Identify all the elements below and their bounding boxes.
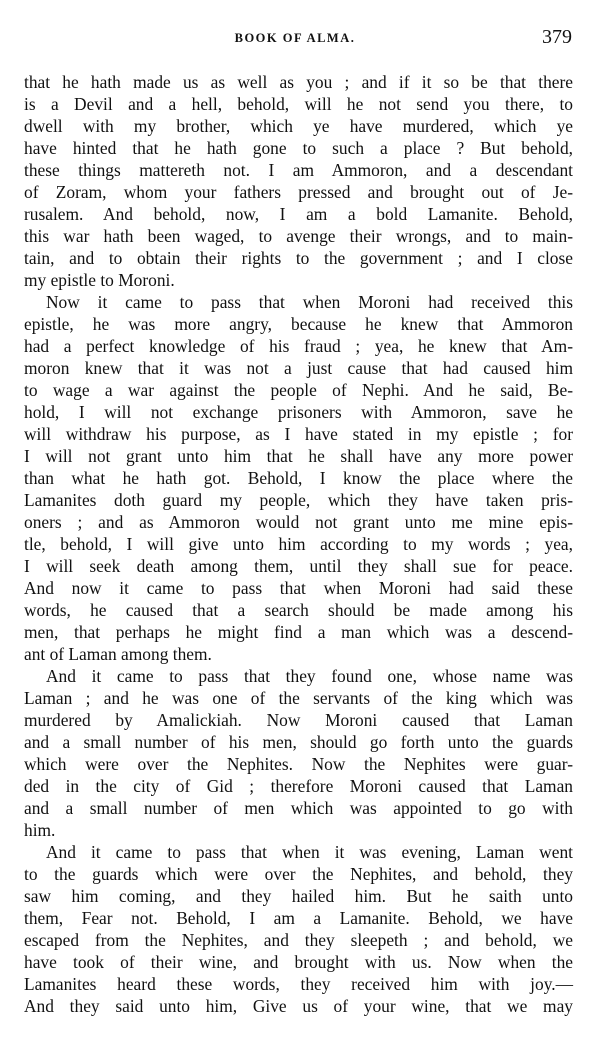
text-line: to wage a war against the people of Nephi. And he said, Be-	[24, 380, 573, 400]
text-line: than what he hath got. Behold, I know the place where the	[24, 468, 573, 488]
text-line: Lamanites doth guard my people, which they have taken pris-	[24, 490, 573, 510]
text-line: ded in the city of Gid ; therefore Moroni caused that Laman	[24, 776, 573, 796]
text-line: tain, and to obtain their rights to the government ; and I close	[24, 248, 573, 268]
text-line: And it came to pass that when it was evening, Laman went	[46, 842, 573, 862]
running-header	[0, 31, 600, 46]
text-line: him.	[24, 820, 56, 840]
text-line: hold, I will not exchange prisoners with Ammoron, save he	[24, 402, 573, 422]
text-line: saw him coming, and they hailed him. But he saith unto	[24, 886, 573, 906]
text-line: and a small number of his men, should go forth unto the guards	[24, 732, 573, 752]
paragraph	[24, 841, 573, 1017]
paragraph	[24, 665, 573, 841]
text-line: to the guards which were over the Nephites, and behold, they	[24, 864, 573, 884]
text-line: dwell with my brother, which ye have murdered, which ye	[24, 116, 573, 136]
text-line: which were over the Nephites. Now the Nephites were guar-	[24, 754, 573, 774]
text-line: And it came to pass that they found one, whose name was	[46, 666, 573, 686]
page-number: 379	[542, 26, 572, 48]
page-body	[24, 71, 573, 1017]
text-line: is a Devil and a hell, behold, will he not send you there, to	[24, 94, 573, 114]
text-line: and a small number of men which was appointed to go with	[24, 798, 573, 818]
text-line: words, he caused that a search should be made among his	[24, 600, 573, 620]
text-line: Laman ; and he was one of the servants of the king which was	[24, 688, 573, 708]
text-line: have took of their wine, and brought with us. Now when the	[24, 952, 573, 972]
text-line: I will seek death among them, until they shall sue for peace.	[24, 556, 573, 576]
text-line: rusalem. And behold, now, I am a bold Lamanite. Behold,	[24, 204, 573, 224]
text-line: Now it came to pass that when Moroni had received this	[46, 292, 573, 312]
header-title: BOOK OF ALMA.	[234, 31, 356, 45]
text-line: tle, behold, I will give unto him according to my words ; yea,	[24, 534, 573, 554]
text-line: Lamanites heard these words, they received him with joy.—	[24, 974, 573, 994]
text-line: ant of Laman among them.	[24, 644, 212, 664]
text-line: that he hath made us as well as you ; and if it so be that there	[24, 72, 573, 92]
text-line: this war hath been waged, to avenge their wrongs, and to main-	[24, 226, 573, 246]
text-line: And they said unto him, Give us of your wine, that we may	[24, 996, 573, 1016]
text-line: escaped from the Nephites, and they sleepeth ; and behold, we	[24, 930, 573, 950]
text-line: have hinted that he hath gone to such a place ? But behold,	[24, 138, 573, 158]
text-line: And now it came to pass that when Moroni had said these	[24, 578, 573, 598]
text-line: these things mattereth not. I am Ammoron, and a descendant	[24, 160, 573, 180]
text-line: murdered by Amalickiah. Now Moroni caused that Laman	[24, 710, 573, 730]
text-line: epistle, he was more angry, because he knew that Ammoron	[24, 314, 573, 334]
text-line: had a perfect knowledge of his fraud ; yea, he knew that Am-	[24, 336, 573, 356]
paragraph	[24, 71, 573, 291]
text-line: my epistle to Moroni.	[24, 270, 175, 290]
text-line: moron knew that it was not a just cause that had caused him	[24, 358, 573, 378]
paragraph	[24, 291, 573, 665]
text-line: men, that perhaps he might find a man which was a descend-	[24, 622, 573, 642]
text-line: oners ; and as Ammoron would not grant unto me mine epis-	[24, 512, 573, 532]
text-line: will withdraw his purpose, as I have stated in my epistle ; for	[24, 424, 573, 444]
text-line: I will not grant unto him that he shall have any more power	[24, 446, 573, 466]
text-line: of Zoram, whom your fathers pressed and brought out of Je-	[24, 182, 573, 202]
text-line: them, Fear not. Behold, I am a Lamanite. Behold, we have	[24, 908, 573, 928]
